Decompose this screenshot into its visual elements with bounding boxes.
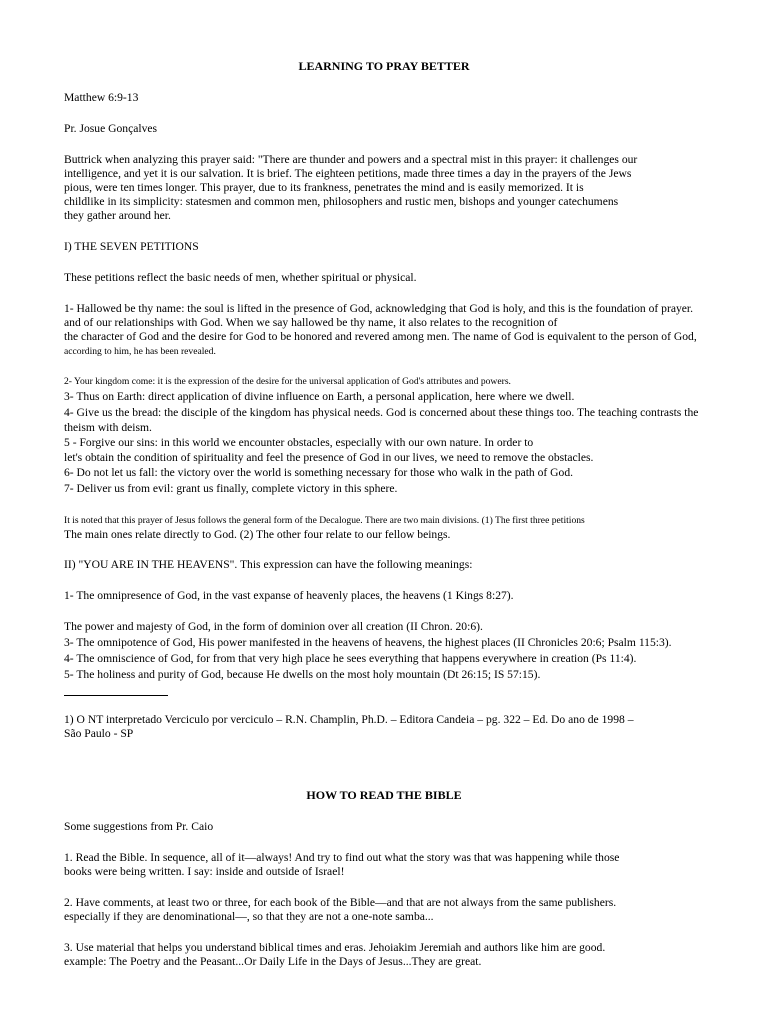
suggestion-line: 3. Use material that helps you understand biblical times and eras. Jehoiakim Jeremiah and authors like him are good. [64,941,606,954]
meaning-line: 4- The omniscience of God, for from that very high place he sees everything that happens everywhere in creation (Ps 11:4). [64,652,637,665]
author-line: Pr. Josue Gonçalves [64,122,158,135]
petition-line: 5 - Forgive our sins: in this world we encounter obstacles, especially with our own nature. In order to [64,436,534,449]
meaning-line: 1- The omnipresence of God, in the vast expanse of heavenly places, the heavens (1 Kings 8:27). [64,589,514,602]
petition-line: 3- Thus on Earth: direct application of divine influence on Earth, a personal application, here where we dwell. [64,390,575,403]
intro-line: childlike in its simplicity: statesmen and common men, philosophers and rustic men, bishops and younger catechumens [64,195,619,208]
suggestions-intro: Some suggestions from Pr. Caio [64,820,214,833]
petition-line: 4- Give us the bread: the disciple of the kingdom has physical needs. God is concerned about these things too. The teaching contrasts the [64,406,699,419]
petition-line: 1- Hallowed be thy name: the soul is lifted in the presence of God, acknowledging that God is holy, and this is the foundation of prayer. [64,302,694,315]
suggestion-line: 1. Read the Bible. In sequence, all of it—always! And try to find out what the story was that was happening while those [64,851,620,864]
document-title: LEARNING TO PRAY BETTER [298,59,470,73]
section-intro: These petitions reflect the basic needs of men, whether spiritual or physical. [64,271,417,284]
footnote-divider [64,695,168,696]
petition-line: the character of God and the desire for God to be honored and revered among men. The name of God is equivalent to the person of God, [64,330,697,343]
meaning-line: 3- The omnipotence of God, His power manifested in the heavens of heavens, the highest places (II Chronicles 20:6; Psalm 115:3). [64,636,672,649]
decalogue-line: The main ones relate directly to God. (2) The other four relate to our fellow beings. [64,528,451,541]
scripture-reference: Matthew 6:9-13 [64,91,139,104]
petition-line: 2- Your kingdom come: it is the expression of the desire for the universal application of God's attributes and powers. [64,376,511,387]
section-heading: II) "YOU ARE IN THE HEAVENS". This expression can have the following meanings: [64,558,473,571]
suggestion-line: books were being written. I say: inside and outside of Israel! [64,865,345,878]
section-heading: I) THE SEVEN PETITIONS [64,240,199,253]
petition-line: 7- Deliver us from evil: grant us finally, complete victory in this sphere. [64,482,398,495]
decalogue-line: It is noted that this prayer of Jesus follows the general form of the Decalogue. There are two main divisions. (1) The first three petitions [64,515,585,526]
petition-line: 6- Do not let us fall: the victory over the world is something necessary for those who walk in the path of God. [64,466,574,479]
footnote-line: São Paulo - SP [64,727,134,740]
footnote-line: 1) O NT interpretado Verciculo por verciculo – R.N. Champlin, Ph.D. – Editora Candeia – pg. 322 – Ed. Do ano de 1998 – [64,713,634,726]
petition-line: let's obtain the condition of spirituality and feel the presence of God in our lives, we need to remove the obstacles. [64,451,594,464]
intro-line: pious, were ten times longer. This prayer, due to its frankness, penetrates the mind and is easily memorized. It is [64,181,584,194]
intro-line: intelligence, and yet it is our salvation. It is brief. The eighteen petitions, made three times a day in the prayers of the Jews [64,167,632,180]
petition-line: and of our relationships with God. When we say hallowed be thy name, it also relates to the recognition of [64,316,558,329]
suggestion-line: especially if they are denominational—, so that they are not a one-note samba... [64,910,434,923]
petition-line: theism with deism. [64,421,152,434]
suggestion-line: example: The Poetry and the Peasant...Or Daily Life in the Days of Jesus...They are great. [64,955,482,968]
intro-line: Buttrick when analyzing this prayer said: "There are thunder and powers and a spectral mist in this prayer: it challenges our [64,153,638,166]
meaning-line: 5- The holiness and purity of God, because He dwells on the most holy mountain (Dt 26:15; IS 57:15). [64,668,541,681]
suggestion-line: 2. Have comments, at least two or three, for each book of the Bible—and that are not always from the same publishers. [64,896,617,909]
intro-line: they gather around her. [64,209,171,222]
section-title: HOW TO READ THE BIBLE [306,788,462,802]
petition-line: according to him, he has been revealed. [64,346,216,357]
meaning-line: The power and majesty of God, in the form of dominion over all creation (II Chron. 20:6). [64,620,483,633]
